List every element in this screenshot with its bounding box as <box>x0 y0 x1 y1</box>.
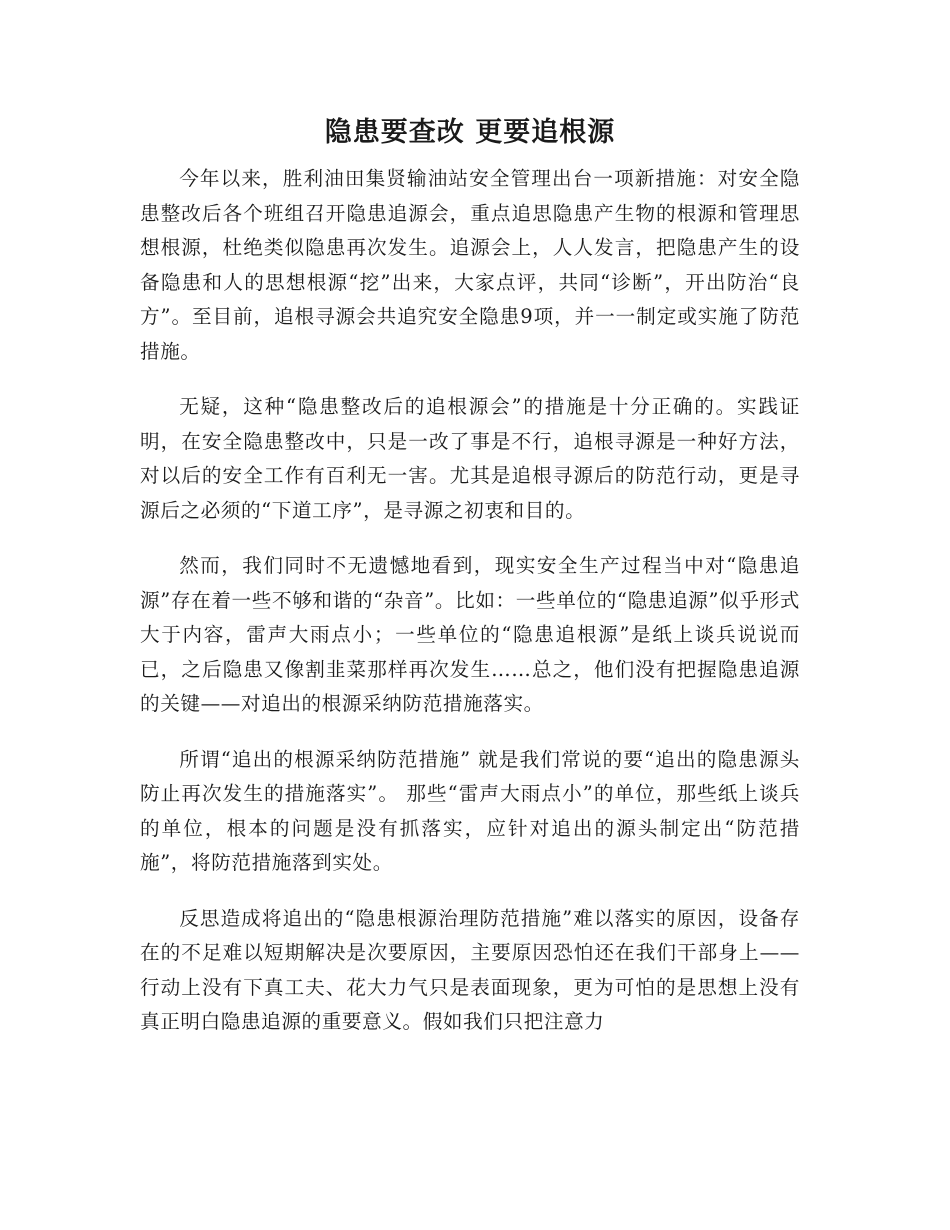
paragraph-4: 所谓“追出的根源采纳防范措施” 就是我们常说的要“追出的隐患源头防止再次发生的措施落实”。 那些“雷声大雨点小”的单位，那些纸上谈兵的单位，根本的问题是没有抓落实，应针对追出的源头制定出“防范措施”，将防范措施落到实处。 <box>140 747 800 874</box>
document-title: 隐患要查改 更要追根源 <box>324 117 616 148</box>
paragraph-2: 无疑，这种“隐患整改后的追根源会”的措施是十分正确的。实践证明，在安全隐患整改中，只是一改了事是不行，追根寻源是一种好方法，对以后的安全工作有百利无一害。尤其是追根寻源后的防范行动，更是寻源后之必须的“下道工序”，是寻源之初衷和目的。 <box>140 395 800 522</box>
paragraph-3: 然而，我们同时不无遗憾地看到，现实安全生产过程当中对“隐患追源”存在着一些不够和谐的“杂音”。比如：一些单位的“隐患追源”似乎形式大于内容，雷声大雨点小；一些单位的“隐患追根源”是纸上谈兵说说而已，之后隐患又像割韭菜那样再次发生……总之，他们没有把握隐患追源的关键——对追出的根源采纳防范措施落实。 <box>140 554 800 715</box>
paragraph-5: 反思造成将追出的“隐患根源治理防范措施”难以落实的原因，设备存在的不足难以短期解决是次要原因，主要原因恐怕还在我们干部身上——行动上没有下真工夫、花大力气只是表面现象，更为可怕的是思想上没有真正明白隐患追源的重要意义。假如我们只把注意力 <box>140 906 800 1033</box>
paragraph-1: 今年以来，胜利油田集贤输油站安全管理出台一项新措施：对安全隐患整改后各个班组召开隐患追源会，重点追思隐患产生物的根源和管理思想根源，杜绝类似隐患再次发生。追源会上，人人发言，把隐患产生的设备隐患和人的思想根源“挖”出来，大家点评，共同“诊断”，开出防治“良方”。至目前，追根寻源会共追究安全隐患9项，并一一制定或实施了防范措施。 <box>140 167 800 363</box>
